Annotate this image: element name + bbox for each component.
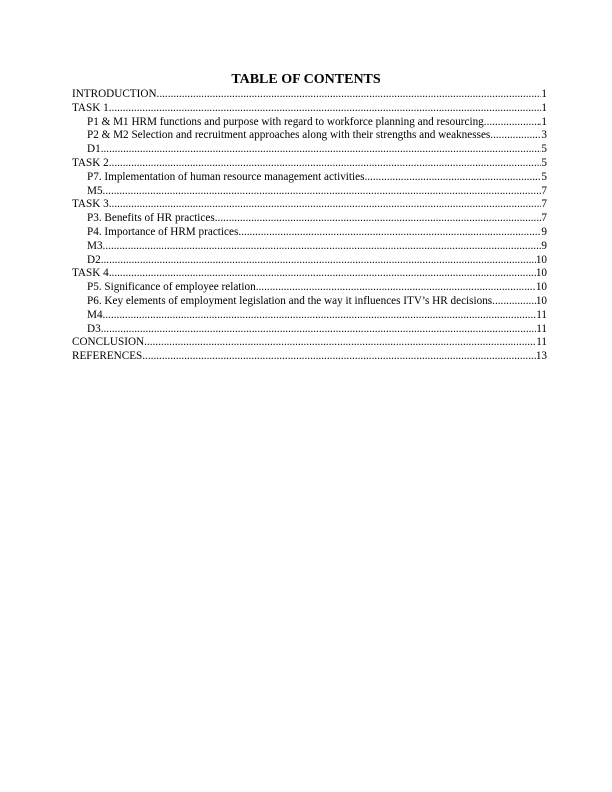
toc-entry-label: P1 & M1 HRM functions and purpose with regard to workforce planning and resourcing. (87, 115, 487, 128)
toc-entry-page: 13 (535, 350, 547, 363)
toc-entry-page: 10 (535, 281, 547, 294)
toc-entry-label: M4 (87, 308, 103, 321)
toc-entry-page: 10 (535, 253, 547, 266)
toc-entry-label: REFERENCES (72, 350, 143, 363)
toc-entry-introduction[interactable] (72, 88, 547, 102)
toc-entry-page: 10 (535, 294, 547, 307)
toc-entry-page: 1 (541, 88, 547, 100)
toc-entry-page: 1 (541, 101, 547, 114)
toc-dot-leader (101, 143, 542, 157)
toc-entry-label: TASK 1 (72, 101, 109, 114)
toc-entry-task-3[interactable] (72, 198, 547, 212)
toc-entry-page: 11 (536, 336, 547, 349)
toc-entry-m5[interactable] (72, 185, 547, 199)
toc-dot-leader (144, 336, 536, 350)
toc-entry-d2[interactable] (72, 254, 547, 268)
toc-entry-label: P4. Importance of HRM practices (87, 225, 239, 238)
toc-entry-page: 9 (541, 239, 547, 252)
toc-dot-leader (103, 240, 542, 254)
toc-dot-leader (109, 267, 536, 281)
toc-entry-label: INTRODUCTION (72, 88, 157, 100)
toc-entry-m3[interactable] (72, 240, 547, 254)
toc-entry-page: 9 (541, 225, 547, 238)
toc-dot-leader (103, 185, 542, 199)
toc-entry-label: P7. Implementation of human resource management activities (87, 170, 365, 183)
toc-entry-m4[interactable] (72, 309, 547, 323)
toc-entry-page: 10 (535, 267, 547, 280)
toc-entry-task-4[interactable] (72, 267, 547, 281)
toc-dot-leader (487, 116, 539, 130)
toc-dot-leader (215, 212, 542, 226)
toc-entry-label: TASK 2 (72, 156, 109, 169)
toc-dot-leader (364, 171, 541, 185)
toc-entry-label: CONCLUSION (72, 336, 145, 349)
toc-dot-leader (256, 281, 536, 295)
toc-dot-leader (490, 129, 541, 143)
toc-dot-leader (101, 254, 536, 268)
toc-dot-leader (109, 157, 542, 171)
toc-entry-page: 5 (541, 156, 547, 169)
toc-entry-label: TASK 3 (72, 198, 109, 211)
toc-entry-task-1[interactable] (72, 102, 547, 116)
toc-entry-p3[interactable] (72, 212, 547, 226)
toc-dot-leader (238, 226, 541, 240)
toc-entry-page: 5 (541, 143, 547, 156)
toc-entry-label: M5 (87, 184, 103, 197)
toc-dot-leader (109, 102, 542, 116)
toc-entry-page: 7 (541, 198, 547, 211)
toc-dot-leader (492, 295, 536, 309)
toc-entry-label: P6. Key elements of employment legislation and the way it influences ITV’s HR decisions (87, 294, 493, 307)
toc-entry-label: P2 & M2 Selection and recruitment approaches along with their strengths and weaknesses (87, 129, 491, 142)
toc-entry-label: P3. Benefits of HR practices (87, 212, 215, 225)
toc-entry-conclusion[interactable] (72, 336, 547, 350)
toc-entry-label: D3 (87, 322, 101, 335)
toc-entry-d3[interactable] (72, 323, 547, 337)
table-of-contents (72, 88, 547, 364)
toc-entry-page: 7 (541, 212, 547, 225)
toc-title: TABLE OF CONTENTS (231, 72, 381, 87)
toc-dot-leader (109, 198, 542, 212)
toc-dot-leader (157, 88, 542, 102)
toc-entry-page: 11 (536, 308, 547, 321)
toc-entry-references[interactable] (72, 350, 547, 364)
toc-entry-label: D1 (87, 143, 101, 156)
toc-entry-task-2[interactable] (72, 157, 547, 171)
toc-entry-p4[interactable] (72, 226, 547, 240)
toc-entry-p5[interactable] (72, 281, 547, 295)
toc-entry-page: 3 (541, 129, 547, 142)
toc-dot-leader (103, 309, 537, 323)
toc-dot-leader (142, 350, 536, 364)
toc-entry-label: P5. Significance of employee relation (87, 281, 256, 294)
toc-entry-p7[interactable] (72, 171, 547, 185)
toc-entry-p1-m1[interactable] (72, 116, 547, 130)
toc-entry-page: .1 (538, 115, 547, 128)
toc-entry-label: D2 (87, 253, 101, 266)
toc-entry-label: M3 (87, 239, 103, 252)
toc-entry-p2-m2[interactable] (72, 129, 547, 143)
toc-dot-leader (101, 323, 537, 337)
toc-entry-page: 11 (536, 322, 547, 335)
toc-entry-d1[interactable] (72, 143, 547, 157)
toc-entry-p6[interactable] (72, 295, 547, 309)
toc-entry-label: TASK 4 (72, 267, 109, 280)
toc-entry-page: 7 (541, 184, 547, 197)
toc-entry-page: 5 (541, 170, 547, 183)
